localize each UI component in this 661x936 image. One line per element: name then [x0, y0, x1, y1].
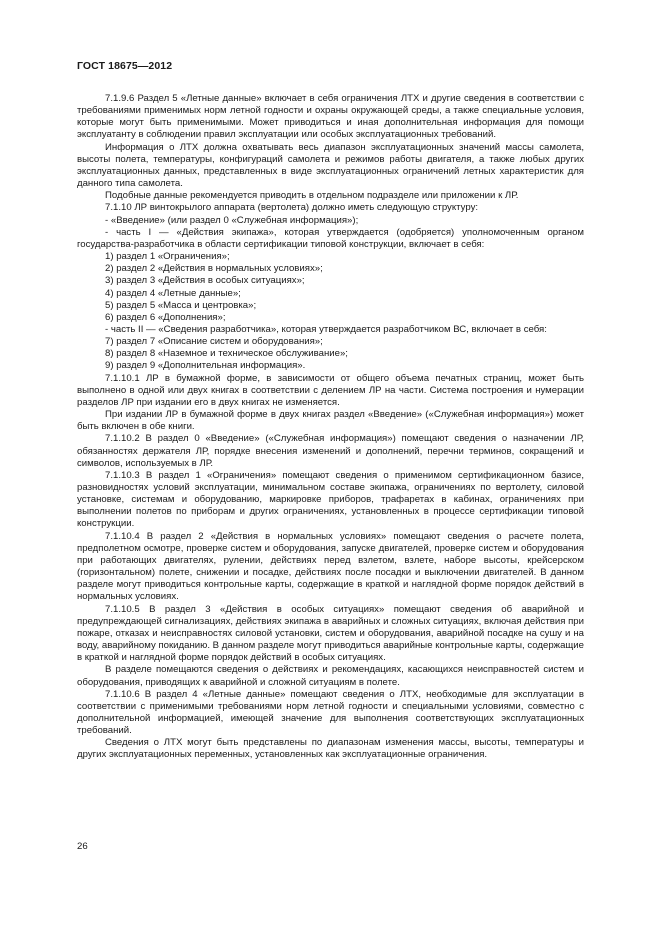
document-header: ГОСТ 18675—2012	[77, 60, 173, 72]
paragraph: 7.1.10.5 В раздел 3 «Действия в особых ситуациях» помещают сведения об аварийной и предупреждающей сигнализациях, действиях экипажа в аварийных и сложных ситуациях, включая действия при пожаре, отказах и неисправностях силовой установки, систем и оборудования, аварийной посадке на сушу и на воду, аварийному покиданию. В данном разделе могут приводиться аварийные контрольные карты, содержащие в краткой и наглядной форме порядок действий в особых ситуациях.	[77, 603, 584, 664]
paragraph: При издании ЛР в бумажной форме в двух книгах раздел «Введение» («Служебная информация») может быть включен в обе книги.	[77, 409, 584, 433]
paragraph: В разделе помещаются сведения о действиях и рекомендациях, касающихся неисправностей систем и оборудования, приводящих к аварийной и сложной ситуациям в полете.	[77, 664, 584, 688]
list-item: 1) раздел 1 «Ограничения»;	[105, 251, 230, 263]
paragraph: 7.1.9.6 Раздел 5 «Летные данные» включает в себя ограничения ЛТХ и другие сведения в соответствии с требованиями применимых норм летной годности и охраны окружающей среды, а также специальные условия, которые могут быть применимыми. Может приводиться и иная дополнительная информация для помощи эксплуатанту в соблюдении правил эксплуатации или особых эксплуатационных требований.	[77, 93, 584, 141]
paragraph: 7.1.10.4 В раздел 2 «Действия в нормальных условиях» помещают сведения о расчете полета, предполетном осмотре, проверке систем и оборудования, запуске двигателей, проверке систем и оборудования при работающих двигателях, рулении, действиях перед взлетом, взлете, наборе высоты, крейсерском (горизонтальном) полете, снижении и посадке, действиях после посадки и выключении двигателей. В данном разделе могут приводиться контрольные карты, содержащие в краткой и наглядной форме порядок действий в нормальных условиях.	[77, 530, 584, 603]
list-item: 5) раздел 5 «Масса и центровка»;	[105, 299, 257, 311]
page-number: 26	[77, 841, 88, 852]
paragraph: 7.1.10.2 В раздел 0 «Введение» («Служебная информация») помещают сведения о назначении ЛР, обязанностях держателя ЛР, порядке внесения изменений и дополнений, перечни терминов, сокращений и символов, используемых в ЛР.	[77, 433, 584, 469]
paragraph: Информация о ЛТХ должна охватывать весь диапазон эксплуатационных значений массы самолета, высоты полета, температуры, конфигураций самолета и режимов работы двигателя, а также любых других эксплуатационных данных, представленных в виде эксплуатационных ограничений летных характеристик для данного типа самолета.	[77, 141, 584, 190]
paragraph: 7.1.10 ЛР винтокрылого аппарата (вертолета) должно иметь следующую структуру:	[105, 202, 479, 214]
list-item: 7) раздел 7 «Описание систем и оборудования»;	[105, 336, 323, 348]
list-item: 2) раздел 2 «Действия в нормальных условиях»;	[105, 263, 323, 275]
document-body	[77, 93, 584, 762]
list-item: 6) раздел 6 «Дополнения»;	[105, 311, 226, 323]
list-item: - часть II — «Сведения разработчика», которая утверждается разработчиком ВС, включает в себя:	[105, 323, 547, 335]
paragraph: Сведения о ЛТХ могут быть представлены по диапазонам изменения массы, высоты, температуры и других эксплуатационных переменных, установленных как эксплуатационные ограничения.	[77, 737, 584, 761]
list-item: 9) раздел 9 «Дополнительная информация».	[105, 360, 306, 372]
list-item: 3) раздел 3 «Действия в особых ситуациях»;	[105, 275, 305, 287]
paragraph: 7.1.10.3 В раздел 1 «Ограничения» помещают сведения о применимом сертификационном базисе, разновидностях условий эксплуатации, минимальном составе экипажа, ограничениях по вертолету, силовой установке, системам и оборудованию, маркировке приборов, трафаретах в кабинах, ограничениях при выполнении полетов по приборам и других ограничениях, установленных в процессе сертификации типовой конструкции.	[77, 469, 584, 530]
list-item: - часть I — «Действия экипажа», которая утверждается (одобряется) уполномоченным органом государства-разработчика в области сертификации типовой конструкции, включает в себя:	[77, 226, 584, 250]
list-item: - «Введение» (или раздел 0 «Служебная информация»);	[105, 214, 359, 226]
paragraph: 7.1.10.1 ЛР в бумажной форме, в зависимости от общего объема печатных страниц, может быть выполнено в одной или двух книгах в соответствии с делением ЛР на части. Система построения и нумерации разделов ЛР при издании его в двух книгах не изменяется.	[77, 372, 584, 408]
list-item: 8) раздел 8 «Наземное и техническое обслуживание»;	[105, 348, 348, 360]
paragraph: 7.1.10.6 В раздел 4 «Летные данные» помещают сведения о ЛТХ, необходимые для эксплуатации в соответствии с применимыми требованиями норм летной годности и специальными условиями, совместно с дополнительной информацией, имеющей значение для выполнения соответствующих эксплуатационных требований.	[77, 688, 584, 737]
list-item: 4) раздел 4 «Летные данные»;	[105, 287, 241, 299]
paragraph: Подобные данные рекомендуется приводить в отдельном подразделе или приложении к ЛР.	[105, 190, 519, 202]
